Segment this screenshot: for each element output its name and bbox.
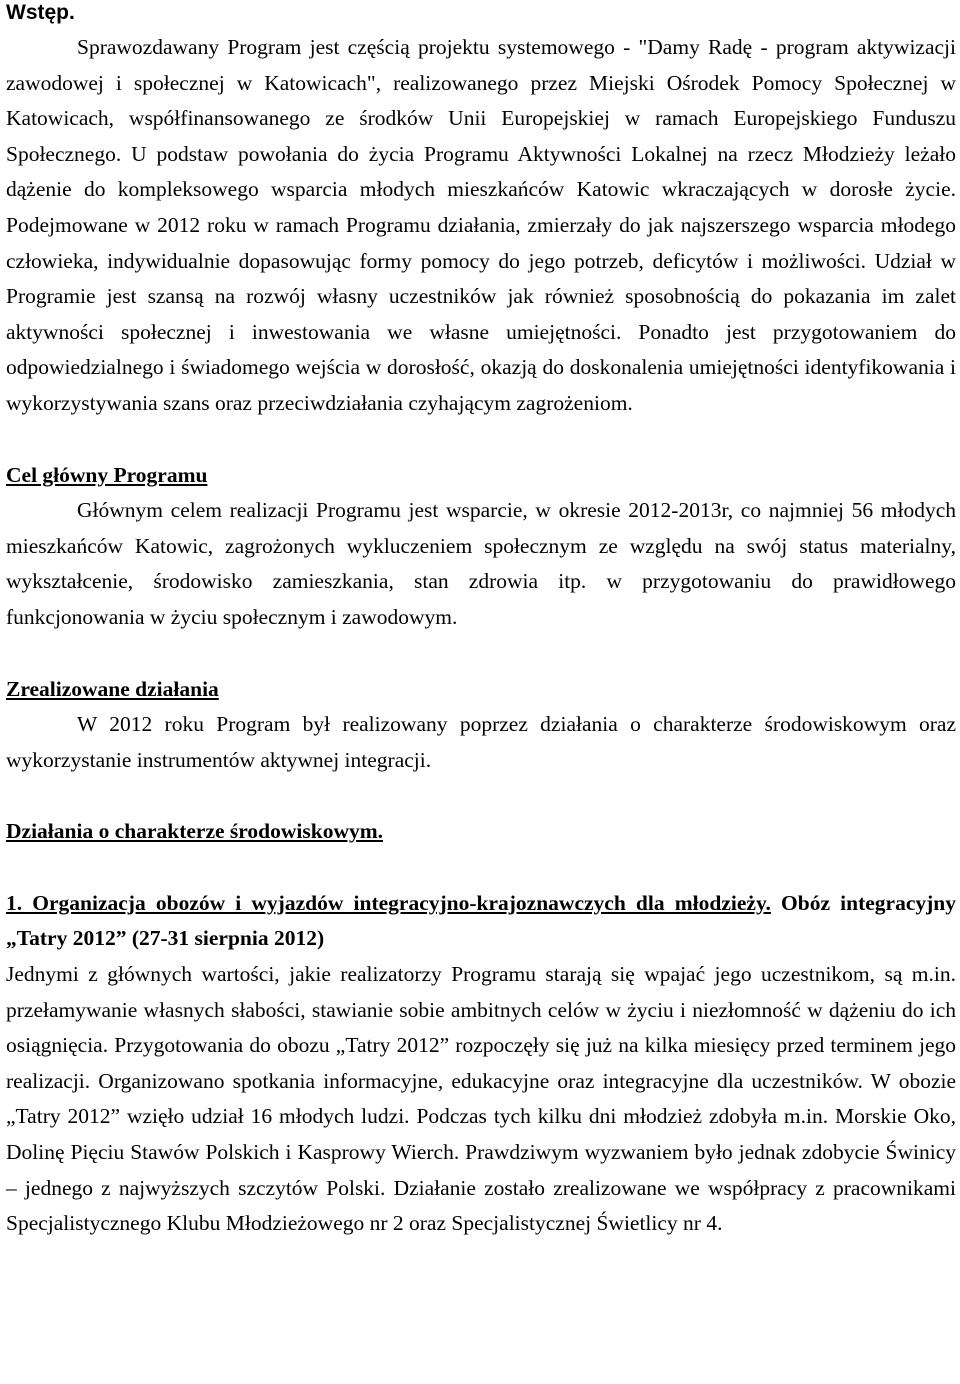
goal-paragraph: Głównym celem realizacji Programu jest wsparcie, w okresie 2012-2013r, co najmniej 56 młodych mieszkańców Katowic, zagrożonych wykluczeniem społecznym ze względu na swój status materialny, wykształcenie, środowisko zamieszkania, stan zdrowia itp. w przygotowaniu do prawidłowego funkcjonowania w życiu społecznym i zawodowym. <box>6 498 956 629</box>
item1-heading-underlined: 1. Organizacja obozów i wyjazdów integracyjno-krajoznawczych dla młodzieży. <box>6 890 771 915</box>
actions-paragraph: W 2012 roku Program był realizowany poprzez działania o charakterze środowiskowym oraz wykorzystanie instrumentów aktywnej integracji. <box>6 712 956 772</box>
intro-title: Wstęp. <box>6 1 75 24</box>
item1-heading-rest: Obóz integracyjny „Tatry 2012” (27-31 sierpnia 2012) <box>6 890 957 951</box>
document-page <box>6 0 956 1242</box>
item1-heading <box>6 886 956 957</box>
item1-paragraph: Jednymi z głównych wartości, jakie realizatorzy Programu starają się wpajać jego uczestnikom, są m.in. przełamywanie własnych słabości, stawianie sobie ambitnych celów w życiu i niezłomność w dążeniu do ich osiągnięcia. Przygotowania do obozu „Tatry 2012” rozpoczęły się już na kilka miesięcy przed terminem jego realizacji. Organizowano spotkania informacyjne, edukacyjne oraz integracyjne dla uczestników. W obozie „Tatry 2012” wzięło udział 16 młodych ludzi. Podczas tych kilku dni młodzież zdobyła m.in. Morskie Oko, Dolinę Pięciu Stawów Polskich i Kasprowy Wierch. Prawdziwym wyzwaniem było jednak zdobycie Świnicy – jednego z najwyższych szczytów Polski. Działanie zostało zrealizowane we współpracy z pracownikami Specjalistycznego Klubu Młodzieżowego nr 2 oraz Specjalistycznej Świetlicy nr 4. <box>6 962 956 1236</box>
environmental-heading: Działania o charakterze środowiskowym. <box>6 819 384 844</box>
actions-heading: Zrealizowane działania <box>6 676 219 701</box>
goal-heading: Cel główny Programu <box>6 462 208 487</box>
intro-paragraph: Sprawozdawany Program jest częścią projektu systemowego - "Damy Radę - program aktywizacji zawodowej i społecznej w Katowicach", realizowanego przez Miejski Ośrodek Pomocy Społecznej w Katowicach, współfinansowanego ze środków Unii Europejskiej w ramach Europejskiego Funduszu Społecznego. U podstaw powołania do życia Programu Aktywności Lokalnej na rzecz Młodzieży leżało dążenie do kompleksowego wsparcia młodych mieszkańców Katowic wkraczających w dorosłe życie. Podejmowane w 2012 roku w ramach Programu działania, zmierzały do jak najszerszego wsparcia młodego człowieka, indywidualnie dopasowując formy pomocy do jego potrzeb, deficytów i możliwości. Udział w Programie jest szansą na rozwój własny uczestników jak również sposobnością do pokazania im zalet aktywności społecznej i inwestowania we własne umiejętności. Ponadto jest przygotowaniem do odpowiedzialnego i świadomego wejścia w dorosłość, okazją do doskonalenia umiejętności identyfikowania i wykorzystywania szans oraz przeciwdziałania czyhającym zagrożeniom. <box>6 35 956 415</box>
